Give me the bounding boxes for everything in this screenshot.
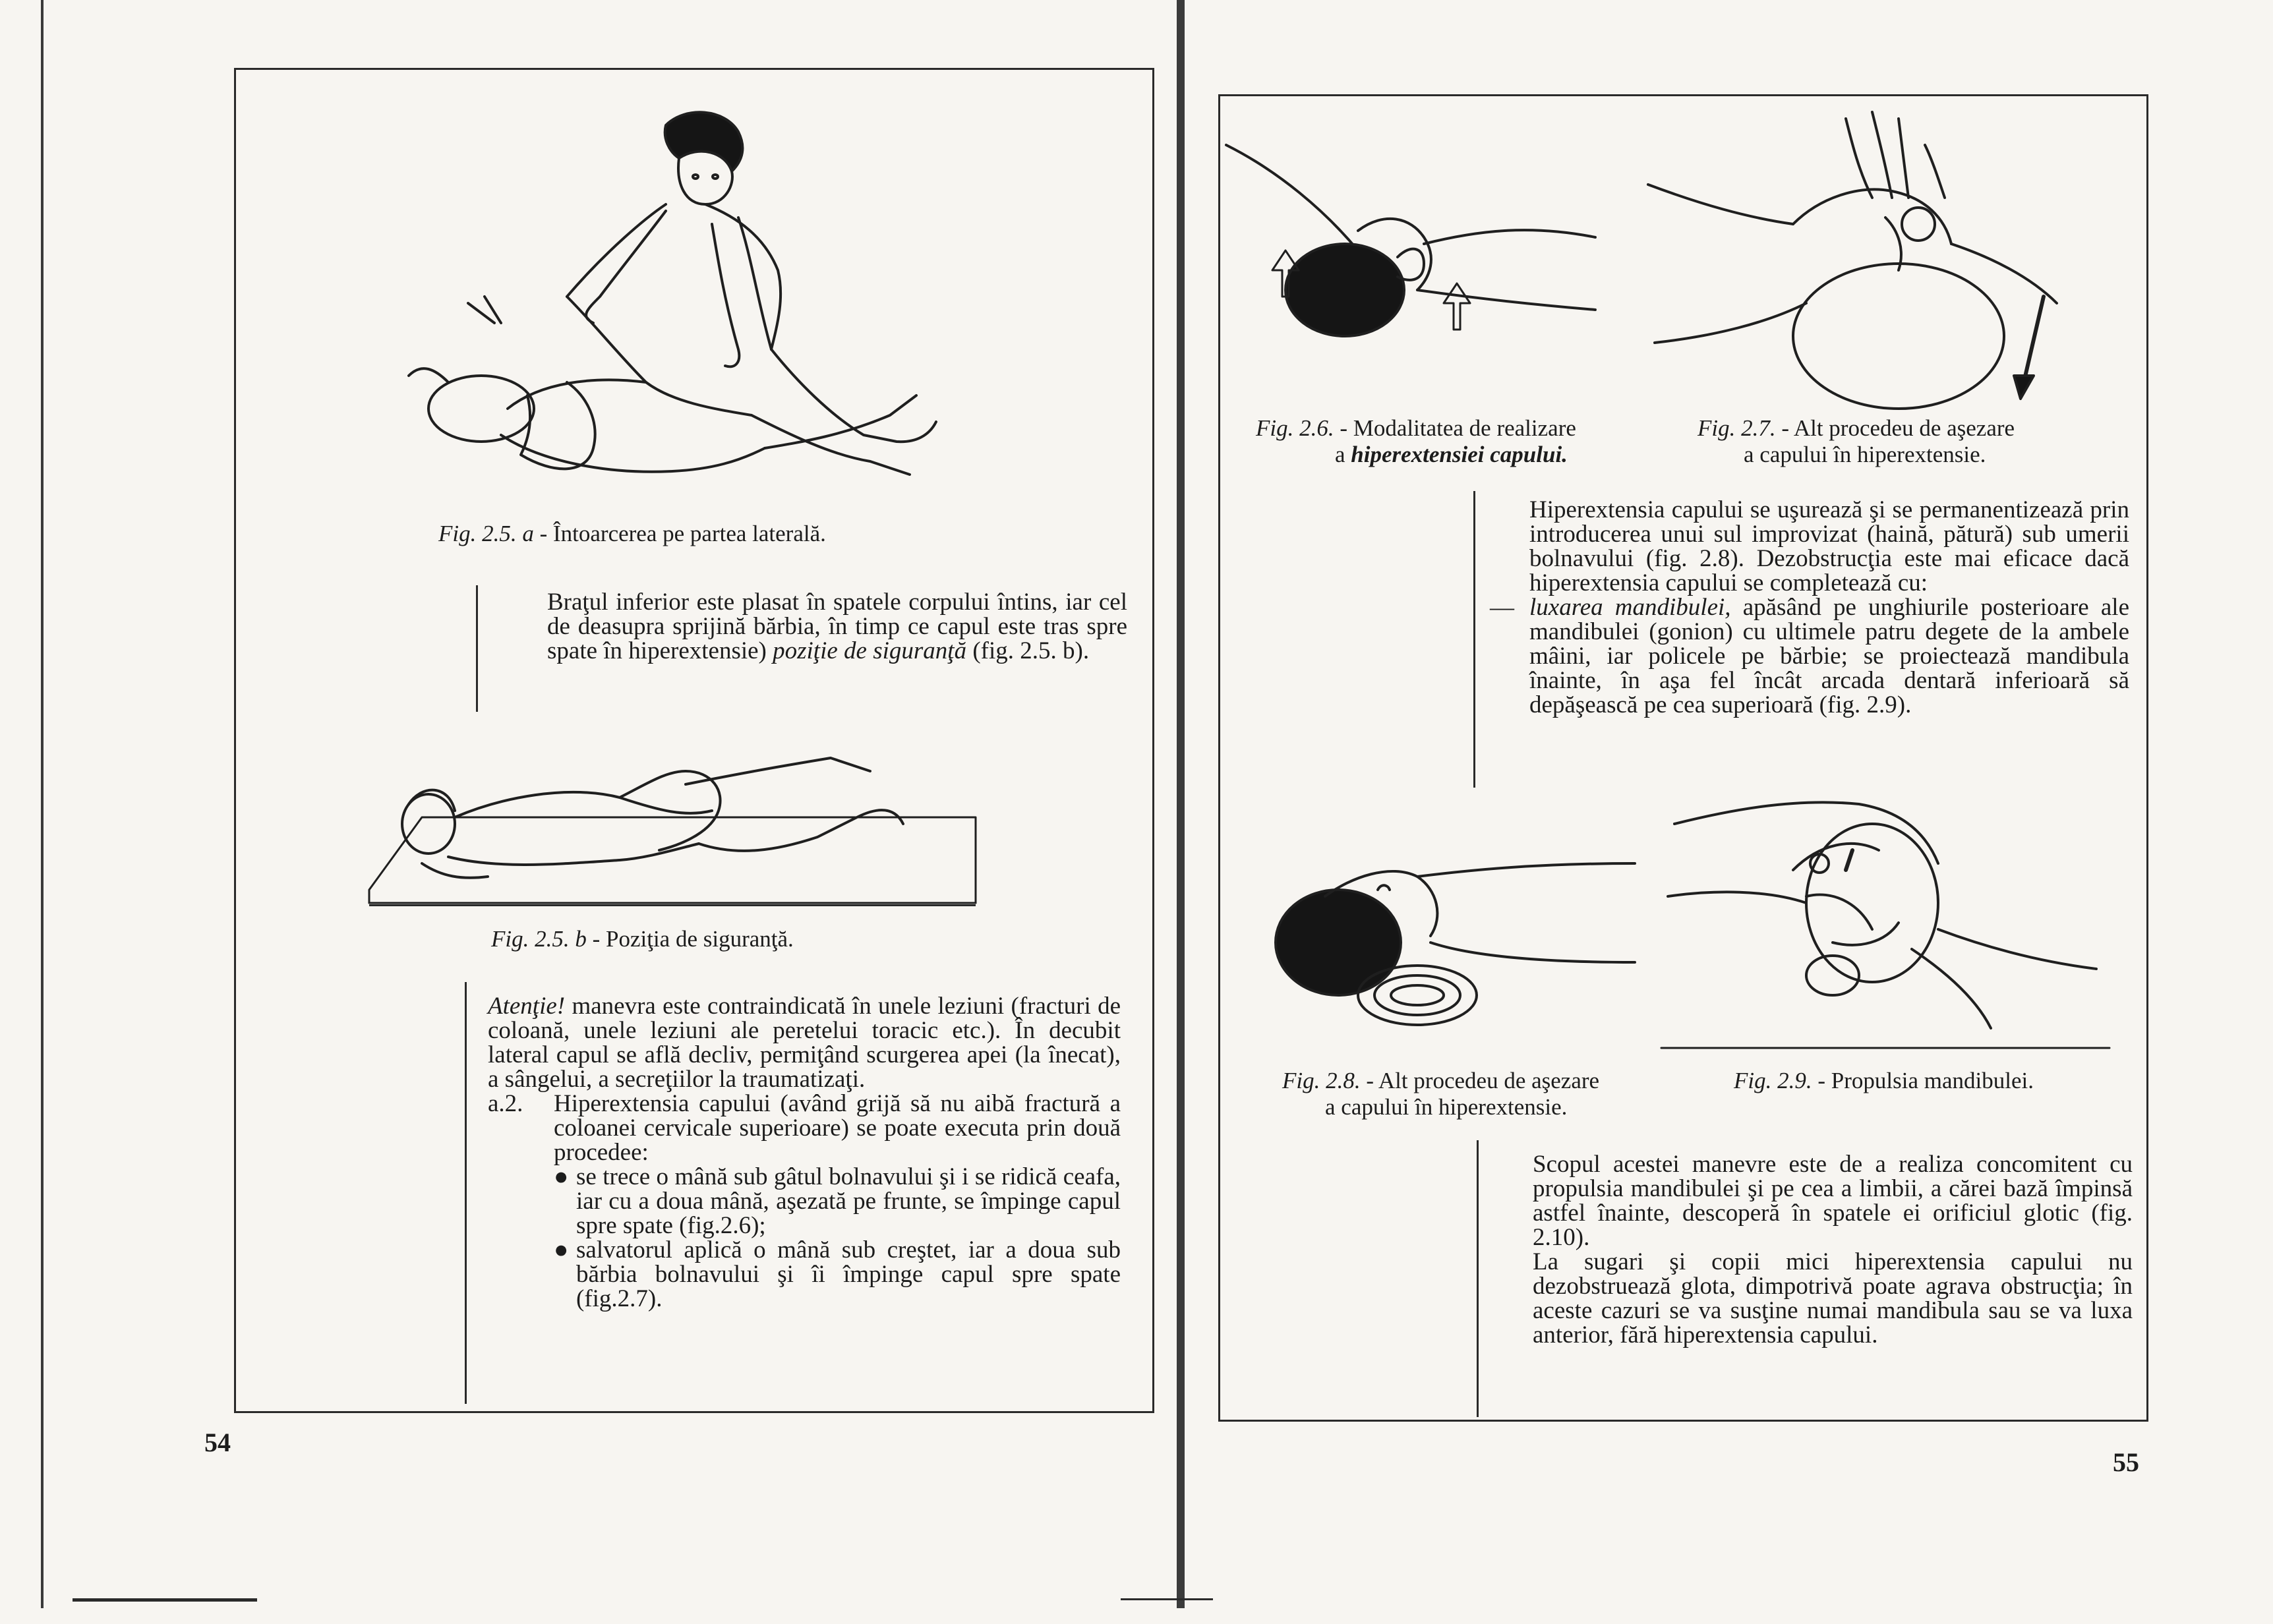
paragraph-1-marker <box>476 585 478 712</box>
fig-2-5-a-illustration <box>369 105 989 501</box>
left-bottom-mark <box>73 1598 257 1602</box>
bullet-item-2: ● salvatorul aplică o mână sub creştet, iar a doua sub bărbia bolnavului şi îi împinge capul spre spate (fig.2.7). <box>554 1236 1121 1312</box>
fig-2-5-b-label: Fig. 2.5. b <box>491 926 587 952</box>
item-a2-text: Hiperextensia capului (având grijă să nu aibă fractură a coloanei cervicale superioare) se poate executa prin două procedee: <box>554 1090 1121 1166</box>
fig-2-6-label: Fig. 2.6. <box>1256 415 1334 441</box>
bullet-icon: ● <box>554 1236 569 1263</box>
fig-2-9-label: Fig. 2.9. <box>1734 1068 1812 1093</box>
fig-2-5-a-label: Fig. 2.5. a <box>438 521 534 546</box>
fig-2-5-a-caption <box>438 521 826 547</box>
right-paragraph-1-marker <box>1473 491 1475 788</box>
left-paragraph-1: Braţul inferior este plasat în spatele corpului întins, iar cel de deasupra sprijină bărbia, în timp ce capul este tras spre spate în hiperextensie) poziţie de siguranţă (fig. 2.5. b). <box>547 589 1127 664</box>
fig-2-7-caption: Fig. 2.7. - Alt procedeu de aşezare a capului în hiperextensie. <box>1697 415 2015 467</box>
right-paragraph-2: Scopul acestei manevre este de a realiza concomitent cu propulsia mandibulei şi pe cea a limbii, a cărei bază împinsă astfel înainte, descoperă în spatele ei orificiul glotic (fig. 2.10). La sugari şi copii mici hiperextensia capului nu dezobstruează glota, dimpotrivă poate agrava obstrucţia; în aceste cazuri se va susţine numai mandibula sau se va luxa anterior, fără hiperextensia capului. <box>1533 1151 2133 1348</box>
bullet-item-1: ● se trece o mână sub gâtul bolnavului şi i se ridică ceafa, iar cu a doua mână, aşezată pe frunte, se împinge capul spre spate (fig.2.6); <box>554 1163 1121 1239</box>
dash-item: — luxarea mandibulei, apăsând pe unghiurile posterioare ale mandibulei (gonion) cu ultimele patru degete de la ambele mâini, iar policele pe bărbie; se proiectează mandibula înainte, în aşa fel încât arcada dentară inferioară să depăşească pe cea superioară (fig. 2.9). <box>1490 594 2129 718</box>
left-edge-mark <box>41 0 44 1608</box>
fig-2-5-b-separator <box>369 904 976 906</box>
dash-icon: — <box>1490 594 1514 621</box>
item-a2-number: a.2. <box>488 1090 523 1117</box>
fig-2-5-b-text: - Poziţia de siguranţă. <box>586 926 794 952</box>
fig-2-8-illustration <box>1272 844 1641 1061</box>
bullet-icon: ● <box>554 1163 569 1190</box>
fig-2-9-caption: Fig. 2.9. - Propulsia mandibulei. <box>1734 1068 2034 1093</box>
spine-bottom-line <box>1121 1598 1213 1600</box>
fig-2-6-caption: Fig. 2.6. - Modalitatea de realizare a hiperextensiei capului. <box>1256 415 1576 467</box>
fig-2-8-caption: Fig. 2.8. - Alt procedeu de aşezare a capului în hiperextensie. <box>1282 1068 1600 1120</box>
left-attention-block <box>488 994 1121 1311</box>
fig-2-7-illustration <box>1648 105 2110 402</box>
fig-2-7-label: Fig. 2.7. <box>1697 415 1776 441</box>
attention-paragraph: Atenţie! manevra este contraindicată în unele leziuni (fracturi de coloană, unele leziuni ale peretelui toracic etc.). În decubit lateral capul se află decliv, permiţând scurgerea apei (la înecat), a sângelui, a secreţiilor la traumatizaţi. <box>488 993 1121 1093</box>
right-paragraph-2-marker <box>1477 1140 1479 1417</box>
left-page-number: 54 <box>204 1428 231 1457</box>
fig-2-6-illustration <box>1226 132 1622 369</box>
fig-2-5-a-text: - Întoarcerea pe partea laterală. <box>533 521 826 546</box>
item-a2 <box>488 1091 1121 1165</box>
fig-2-9-illustration <box>1661 791 2110 1061</box>
fig-2-8-label: Fig. 2.8. <box>1282 1068 1361 1093</box>
attention-block-marker <box>465 982 467 1404</box>
fig-2-5-b-caption <box>491 926 794 952</box>
right-paragraph-1: Hiperextensia capului se uşurează şi se permanentizează prin introducerea unui sul improvizat (haină, pătură) sub umerii bolnavului (fig. 2.8). Dezobstrucţia este mai eficace dacă hiperextensia capului se completează cu: — luxarea mandibulei, apăsând pe unghiurile posterioare ale mandibulei (gonion) cu ultimele patru degete de la ambele mâini, iar policele pe bărbie; se proiectează mandibula înainte, în aşa fel încât arcada dentară inferioară să depăşească pe cea superioară (fig. 2.9). <box>1490 496 2129 718</box>
right-page-number: 55 <box>2113 1447 2139 1477</box>
spine-gutter <box>1177 0 1185 1608</box>
fig-2-5-b-illustration <box>369 745 976 916</box>
